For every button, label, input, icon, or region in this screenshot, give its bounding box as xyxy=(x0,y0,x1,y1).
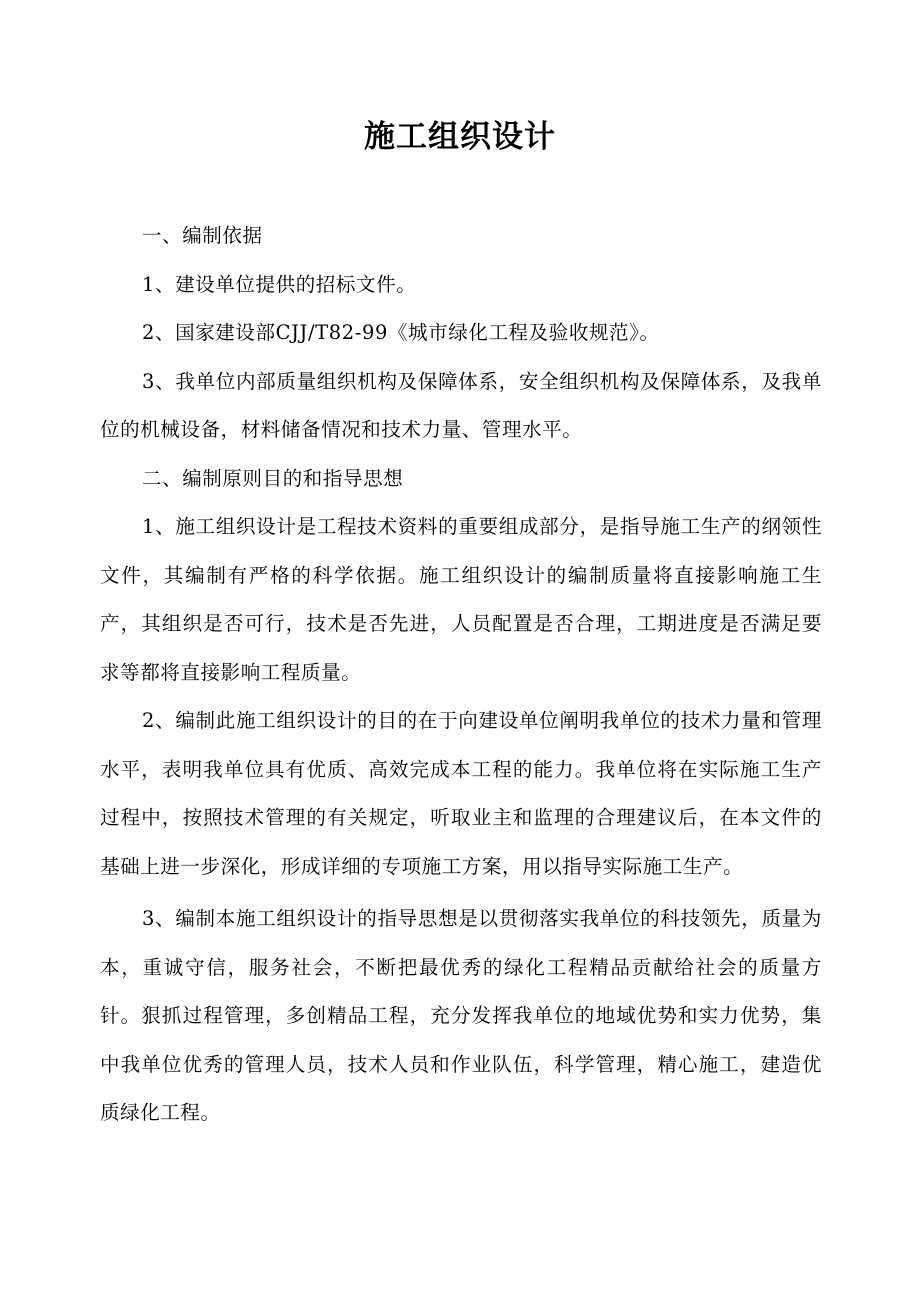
paragraph-basis-1: 1、建设单位提供的招标文件。 xyxy=(142,272,417,296)
document-body xyxy=(100,212,822,1138)
paragraph-principles-2: 2、编制此施工组织设计的目的在于向建设单位阐明我单位的技术力量和管理水平，表明我单位具有优质、高效完成本工程的能力。我单位将在实际施工生产过程中，按照技术管理的有关规定，听取业主和监理的合理建议后，在本文件的基础上进一步深化，形成详细的专项施工方案，用以指导实际施工生产。 xyxy=(100,709,822,878)
paragraph-principles-3: 3、编制本施工组织设计的指导思想是以贯彻落实我单位的科技领先，质量为本，重诚守信，服务社会，不断把最优秀的绿化工程精品贡献给社会的质量方针。狠抓过程管理，多创精品工程，充分发挥我单位的地域优势和实力优势，集中我单位优秀的管理人员，技术人员和作业队伍，科学管理，精心施工，建造优质绿化工程。 xyxy=(100,907,822,1124)
paragraph-basis-3: 3、我单位内部质量组织机构及保障体系，安全组织机构及保障体系，及我单位的机械设备，材料储备情况和技术力量、管理水平。 xyxy=(100,369,822,441)
section-heading-basis: 一、编制依据 xyxy=(142,224,263,247)
paragraph-basis-2: 2、国家建设部CJJ/T82-99《城市绿化工程及验收规范》。 xyxy=(142,321,660,344)
section-heading-principles: 二、编制原则目的和指导思想 xyxy=(142,466,404,490)
document-title: 施工组织设计 xyxy=(364,119,556,155)
paragraph-principles-1: 1、施工组织设计是工程技术资料的重要组成部分，是指导施工生产的纲领性文件，其编制有严格的科学依据。施工组织设计的编制质量将直接影响施工生产，其组织是否可行，技术是否先进，人员配置是否合理，工期进度是否满足要求等都将直接影响工程质量。 xyxy=(100,515,822,684)
